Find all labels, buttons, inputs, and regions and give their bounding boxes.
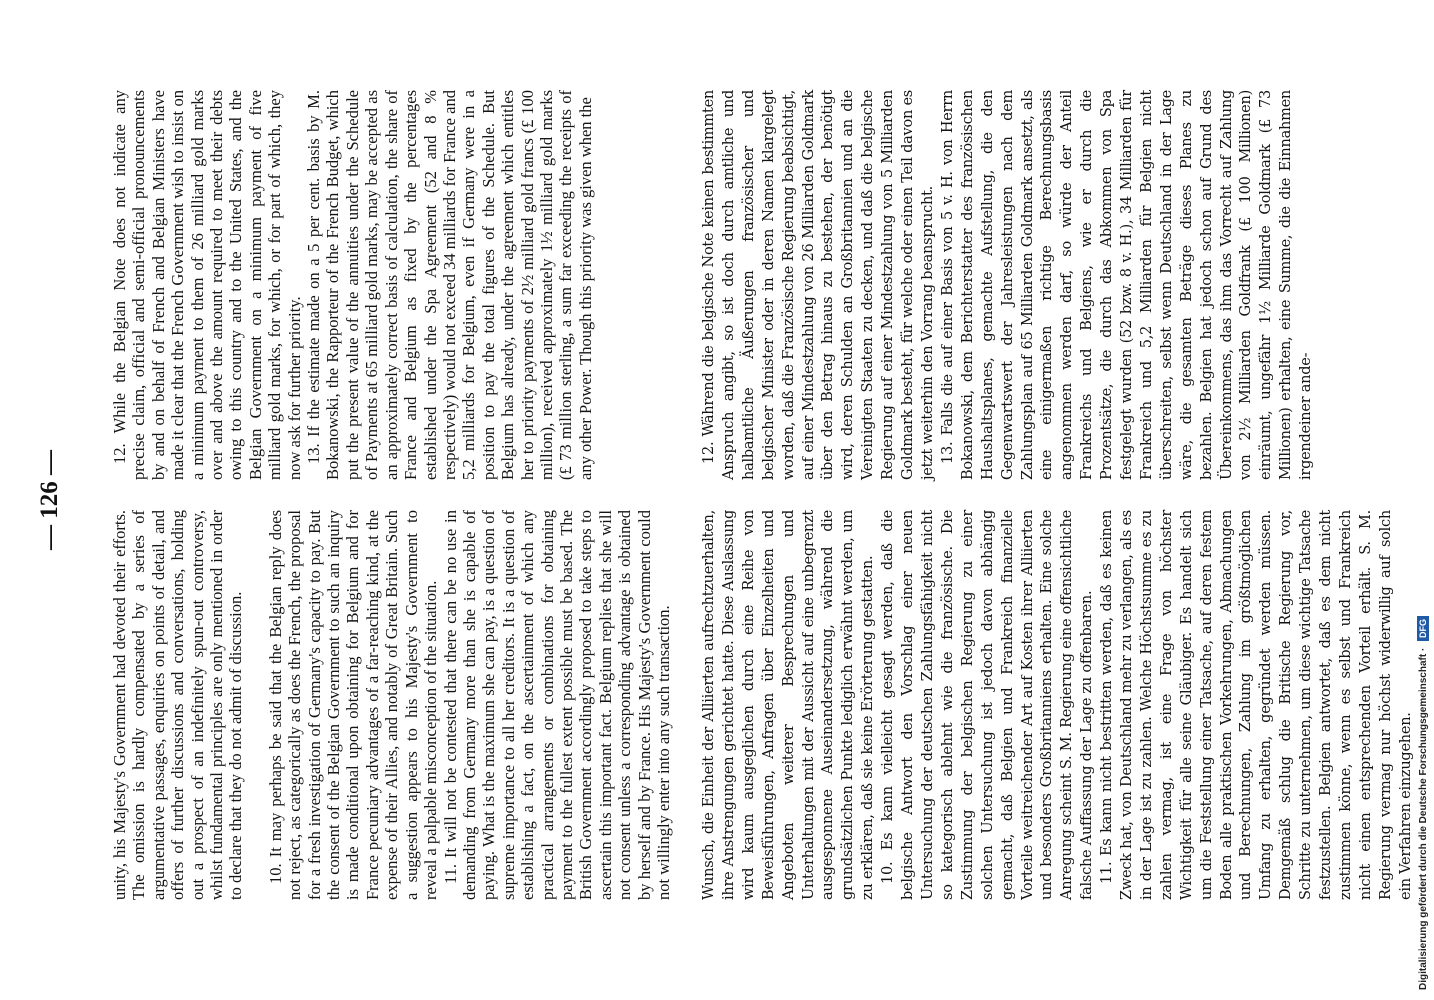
paragraph-de-11: 11. Es kann nicht bestritten werden, daß es keinen Zweck hat, von Deutschland mehr zu verlangen, als es in der Lage ist zu zahlen. Welche Höchstsumme es zu zahlen vermag, ist eine Frage von höchster Wichtigkeit für alle seine Gläubiger. Es handelt sich um die Feststellung einer Tatsache, auf deren festem Boden alle praktischen Vorkehrungen, Abmachungen und Berechnungen, Zahlung im größtmöglichen Umfang zu erhalten, gegründet werden müssen. Demgemäß schlug die Britische Regierung vor, Schritte zu unternehmen, um diese wichtige Tatsache festzustellen. Belgien antwortet, daß es dem nicht zustimmen könne, wenn es selbst und Frankreich nicht einen entsprechenden Vorteil erhält. S. M. Regierung vermag nur höchst widerwillig auf solch ein Verfahren einzugehen.: [1099, 510, 1414, 900]
paragraph-de-13: 13. Falls die auf einer Basis von 5 v. H. von Herrn Bokanowski, dem Berichterstatter des französischen Haushaltsplanes, gemachte Aufstellung, die den Gegenwartswert der Jahresleistungen nach dem Zahlungsplan auf 65 Milliarden Goldmark ansetzt, als eine einigermaßen richtige Berechnungsbasis angenommen werden darf, so würde der Anteil Frankreichs und Belgiens, wie er durch die Prozentsätze, die durch das Abkommen von Spa festgelegt wurden (52 bzw. 8 v. H.), 34 Milliarden für Frankreich und 5,2 Milliarden für Belgien nicht überschreiten, selbst wenn Deutschland in der Lage wäre, die gesamten Beträge dieses Planes zu bezahlen. Belgien hat jedoch schon auf Grund des Übereinkommens, das ihm das Vorrecht auf Zahlung von 2½ Milliarden Goldfrank (£ 100 Millionen) einräumt, ungefähr 1½ Milliarde Goldmark (£ 73 Millionen) erhalten, eine Summe, die die Einnahmen irgendeiner ande-: [939, 90, 1315, 480]
digitization-note: Digitalisierung gefördert durch die Deutsche Forschungsgemeinschaft · DFG: [1412, 10, 1434, 990]
english-left-column: [110, 510, 680, 900]
german-left-column: [700, 510, 1414, 900]
dfg-logo: DFG: [1417, 616, 1429, 641]
english-section: [110, 90, 680, 900]
paragraph-de-9-end: Wunsch, die Einheit der Alliierten aufrechtzuerhalten, ihre Anstrengungen gerichtet hatte. Diese Auslassung wird kaum ausgeglichen durch eine Reihe von Beweisführungen, Anfragen über Einzelheiten und Angeboten weiterer Besprechungen und Unterhaltungen mit der Aussicht auf eine unbegrenzt ausgesponnene Auseinandersetzung, während die grundsätzlichen Punkte lediglich erwähnt werden, um zu erklären, daß sie keine Erörterung gestatten.: [701, 510, 877, 900]
paragraph-en-12: 12. While the Belgian Note does not indicate any precise claim, official and semi-official pronouncements by and on behalf of French and Belgian Ministers have made it clear that the French Government wish to insist on a minimum payment to them of 26 milliard gold marks over and above the amount required to meet their debts owing to this country and to the United States, and the Belgian Government on a minimum payment of five milliard gold marks, for which, or for part of which, they now ask for further priority.: [110, 90, 304, 480]
german-section: [700, 90, 1414, 900]
paragraph-en-11: 11. It will not be contested that there can be no use in demanding from Germany more than she is capable of paying. What is the maximum she can pay, is a question of supreme importance to all her creditors. It is a question of establishing a fact, on the ascertainment of which any practical arrangements or combinations for obtaining payment to the fullest extent possible must be based. The British Government accordingly proposed to take steps to ascertain this important fact. Belgium replies that she will not consent unless a corresponding advantage is obtained by herself and by France. His Majesty's Government could not willingly enter into any such transaction.: [440, 510, 673, 900]
digitization-credit: Digitalisierung gefördert durch die Deutsche Forschungsgemeinschaft: [1417, 653, 1429, 990]
paragraph-en-10: 10. It may perhaps be said that the Belgian reply does not reject, as categorically as does the French, the proposal for a fresh investigation of Germany's capacity to pay. But the consent of the Belgian Government to such an inquiry is made conditional upon obtaining for Belgium and for France pecuniary advantages of a far-reaching kind, at the expense of their Allies, and notably of Great Britain. Such a suggestion appears to his Majesty's Government to reveal a palpable misconception of the situation.: [265, 510, 441, 900]
page-number: — 126 —: [36, 450, 63, 550]
english-right-column: [110, 90, 680, 480]
paragraph-de-12: 12. Während die belgische Note keinen bestimmten Anspruch angibt, so ist doch durch amtliche und halbamtliche Äußerungen französischer und belgischer Minister oder in deren Namen klargelegt worden, daß die Französische Regierung beabsichtigt, auf einer Mindestzahlung von 26 Milliarden Goldmark über den Betrag hinaus zu bestehen, der benötigt wird, deren Schulden an Großbritannien und an die Vereinigten Staaten zu decken, und daß die belgische Regierung auf einer Mindestzahlung von 5 Milliarden Goldmark besteht, für welche oder einen Teil davon es jetzt weiterhin den Vorrang beansprucht.: [701, 90, 936, 480]
paragraph-de-10: 10. Es kann vielleicht gesagt werden, daß die belgische Antwort den Vorschlag einer neuen Untersuchung der deutschen Zahlungsfähigkeit nicht so kategorisch ablehnt wie die französische. Die Zustimmung der belgischen Regierung zu einer solchen Untersuchung ist jedoch davon abhängig gemacht, daß Belgien und Frankreich finanzielle Vorteile weitreichender Art auf Kosten ihrer Alliierten und besonders Großbritanniens erhalten. Eine solche Anregung scheint S. M. Regierung eine offensichtliche falsche Auffassung der Lage zu offenbaren.: [880, 510, 1096, 900]
paragraph-en-9-end: unity, his Majesty's Government had devoted their efforts. The omission is hardly compensated by a series of argumentative passages, enquiries on points of detail, and offers of further discussions and conversations, holding out a prospect of an indefinitely spun-out controversy, whilst fundamental principles are only mentioned in order to declare that they do not admit of discussion.: [110, 510, 246, 900]
paragraph-en-13: 13. If the estimate made on a 5 per cent. basis by M. Bokanowski, the Rapporteur of the French Budget, which put the present value of the annuities under the Schedule of Payments at 65 milliard gold marks, may be accepted as an approximately correct basis of calculation, the share of France and Belgium as fixed by the percentages established under the Spa Agreement (52 and 8 % respectively) would not exceed 34 milliards for France and 5,2 milliards for Belgium, even if Germany were in a position to pay the total figures of the Schedule. But Belgium has already, under the agreement which entitles her to priority payments of 2½ milliard gold francs (£ 100 million), received approximately 1½ milliard gold marks (£ 73 million sterling, a sum far exceeding the receipts of any other Power. Though this priority was given when the: [304, 90, 595, 480]
german-right-column: [700, 90, 1318, 480]
